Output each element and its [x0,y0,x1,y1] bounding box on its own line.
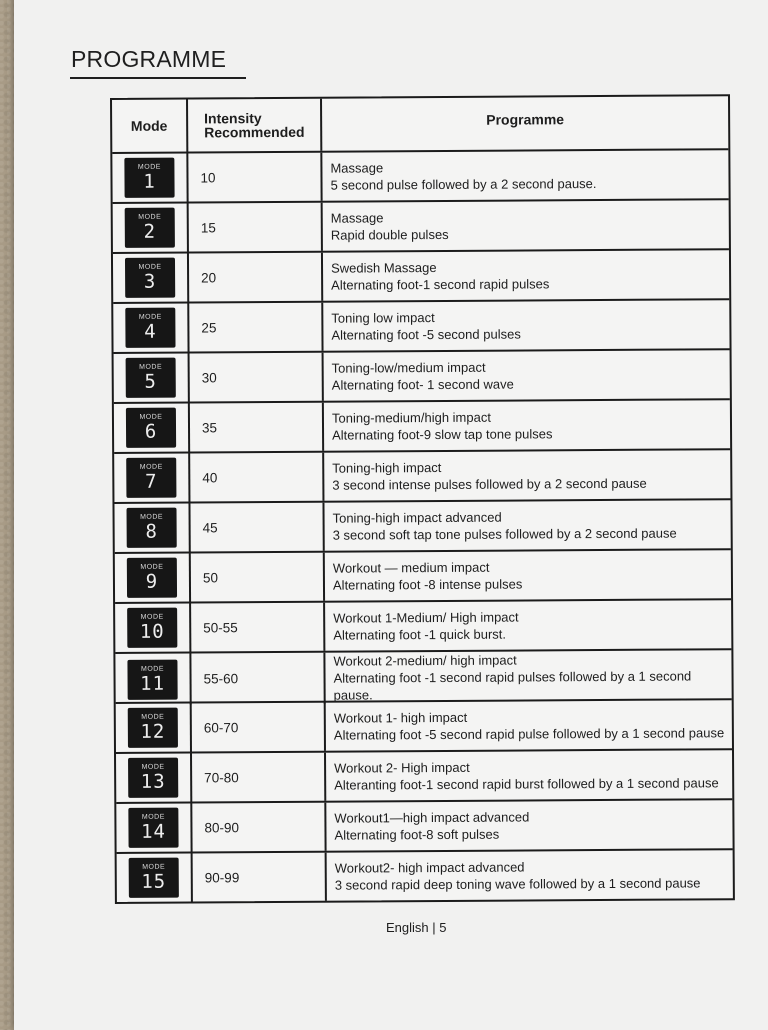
programme-title: Toning low impact [331,310,435,326]
mode-badge-number: 14 [140,820,166,843]
mode-badge-label: MODE [139,413,163,421]
mode-badge-number: 11 [140,672,166,695]
mode-cell [115,554,191,602]
table-row [115,550,731,604]
mode-badge [125,258,175,298]
intensity-cell: 30 [190,353,324,402]
intensity-cell: 60-70 [192,703,326,752]
header-intensity [188,99,322,152]
table-row [115,600,731,654]
table-row [116,700,732,754]
mode-badge-number: 7 [145,470,158,493]
programme-description: Alternating foot-9 slow tap tone pulses [332,426,553,443]
programme-title: Workout 2-medium/ high impact [333,652,517,669]
programme-title: Toning-medium/high impact [331,409,491,426]
mode-badge-label: MODE [141,763,165,771]
mode-badge [126,458,176,498]
programme-cell [324,350,730,400]
intensity-cell: 25 [189,303,323,352]
mode-badge-label: MODE [140,613,164,621]
table-row [116,800,732,854]
programme-cell [326,750,732,800]
programme-description: Alternating foot- 1 second wave [331,376,514,393]
programme-title: Toning-low/medium impact [331,359,486,376]
intensity-cell: 40 [190,453,324,502]
page-heading: PROGRAMME [71,46,227,72]
programme-cell [324,450,730,500]
intensity-cell: 35 [190,403,324,452]
programme-cell [324,500,730,550]
programme-description: Alteranting foot-1 second rapid burst followed by a 1 second pause [334,775,719,793]
mode-badge [125,208,175,248]
programme-cell [326,800,732,850]
mode-badge [125,308,175,348]
mode-badge-label: MODE [139,463,163,471]
mode-cell [114,454,190,502]
intensity-cell: 45 [190,503,324,552]
programme-cell [323,250,729,300]
mode-badge-number: 10 [139,620,165,643]
programme-title: Workout2- high impact advanced [334,859,525,876]
mode-badge [126,358,176,398]
programme-cell [325,600,731,650]
programme-description: Alternating foot -1 second rapid pulses followed by a 1 second pause. [333,668,692,703]
table-row [113,250,729,304]
mode-badge-number: 5 [144,370,158,393]
programme-table [110,94,735,904]
mode-badge-number: 6 [144,420,158,443]
programme-title: Workout 1- high impact [333,709,468,726]
mode-badge [124,158,174,198]
mode-badge-label: MODE [138,213,162,221]
mode-badge [128,758,178,798]
mode-cell [114,354,190,402]
mode-badge-number: 8 [145,520,158,543]
programme-title: Toning-high impact advanced [332,509,502,526]
table-row [114,350,730,404]
mode-badge-number: 15 [141,870,167,893]
programme-description: Alternating foot -5 second rapid pulse followed by a 1 second pause [333,725,725,743]
table-row [114,450,730,504]
mode-badge-label: MODE [140,513,164,521]
programme-cell [323,300,729,350]
mode-cell [116,804,192,852]
mode-badge-label: MODE [138,313,162,321]
header-mode: Mode [112,100,188,152]
mode-badge-label: MODE [138,263,162,271]
mode-cell [112,154,188,202]
mode-badge-label: MODE [139,363,163,371]
intensity-cell: 55-60 [191,653,325,705]
programme-title: Massage [330,210,384,226]
mode-cell [113,304,189,352]
mode-cell [117,854,193,902]
programme-cell [326,700,732,750]
mode-badge-label: MODE [140,563,164,571]
mode-cell [114,504,190,552]
mode-cell [114,404,190,452]
header-intensity-line1: Intensity [204,110,262,127]
table-row [114,500,730,554]
heading-underline [70,77,246,79]
mode-badge [127,558,177,598]
table-row [112,150,728,204]
table-row [113,200,729,254]
intensity-cell: 15 [189,203,323,252]
intensity-cell: 10 [188,153,322,202]
programme-description: 5 second pulse followed by a 2 second pause. [330,176,597,193]
mode-badge [128,808,178,848]
programme-description: 3 second intense pulses followed by a 2 second pause [332,475,647,493]
mode-cell [115,604,191,652]
programme-description: Alternating foot -5 second pulses [331,326,521,343]
mode-badge-number: 1 [143,170,156,193]
mode-badge-label: MODE [142,863,166,871]
programme-description: Rapid double pulses [330,226,449,243]
page-footer: English | 5 [386,920,447,935]
programme-cell [325,650,731,703]
mode-badge-number: 13 [140,770,166,793]
mode-badge-label: MODE [141,713,165,721]
mode-cell [113,204,189,252]
header-programme: Programme [486,111,565,128]
mode-badge-number: 3 [143,270,157,293]
mode-badge-number: 12 [140,720,166,743]
programme-cell [325,550,731,600]
programme-description: Alternating foot-8 soft pulses [334,826,500,843]
table-row [116,750,732,804]
programme-cell [324,400,730,450]
table-header-row [112,96,728,154]
mode-badge-number: 4 [144,320,157,343]
header-intensity-line2: Recommended [204,123,305,141]
programme-description: 3 second soft tap tone pulses followed by a 2 second pause [332,525,677,543]
programme-description: 3 second rapid deep toning wave followed by a 1 second pause [334,875,701,893]
programme-description: Alternating foot -1 quick burst. [333,626,507,643]
programme-cell [322,150,728,200]
table-body [112,150,733,902]
mode-badge-number: 2 [143,220,157,243]
programme-title: Workout — medium impact [332,559,490,576]
programme-description: Alternating foot-1 second rapid pulses [331,276,550,293]
programme-title: Massage [330,160,384,176]
intensity-cell: 20 [189,253,323,302]
programme-title: Swedish Massage [330,260,437,276]
mode-badge-number: 9 [145,570,159,593]
mode-badge-label: MODE [141,813,165,821]
mode-badge [128,708,178,748]
mode-badge [126,408,176,448]
programme-title: Workout 1-Medium/ High impact [333,609,519,626]
mode-badge [127,508,177,548]
intensity-cell: 50-55 [191,603,325,652]
programme-title: Toning-high impact [332,459,442,476]
table-row [114,400,730,454]
mode-badge-label: MODE [137,163,161,171]
intensity-cell: 90-99 [193,853,327,902]
programme-title: Workout1—high impact advanced [334,809,530,826]
intensity-cell: 50 [191,553,325,602]
programme-cell [323,200,729,250]
table-row [115,650,731,704]
mode-badge [127,659,177,699]
programme-description: Alternating foot -8 intense pulses [332,576,523,593]
mode-cell [113,254,189,302]
mode-badge-label: MODE [140,665,165,673]
mode-cell [116,704,192,752]
intensity-cell: 80-90 [192,803,326,852]
mode-badge [127,608,177,648]
mode-badge [129,858,179,898]
table-row [113,300,729,354]
mode-cell [115,654,191,705]
table-row [117,850,733,902]
programme-title: Workout 2- High impact [334,759,470,776]
programme-cell [327,850,733,900]
intensity-cell: 70-80 [192,753,326,802]
mode-cell [116,754,192,802]
